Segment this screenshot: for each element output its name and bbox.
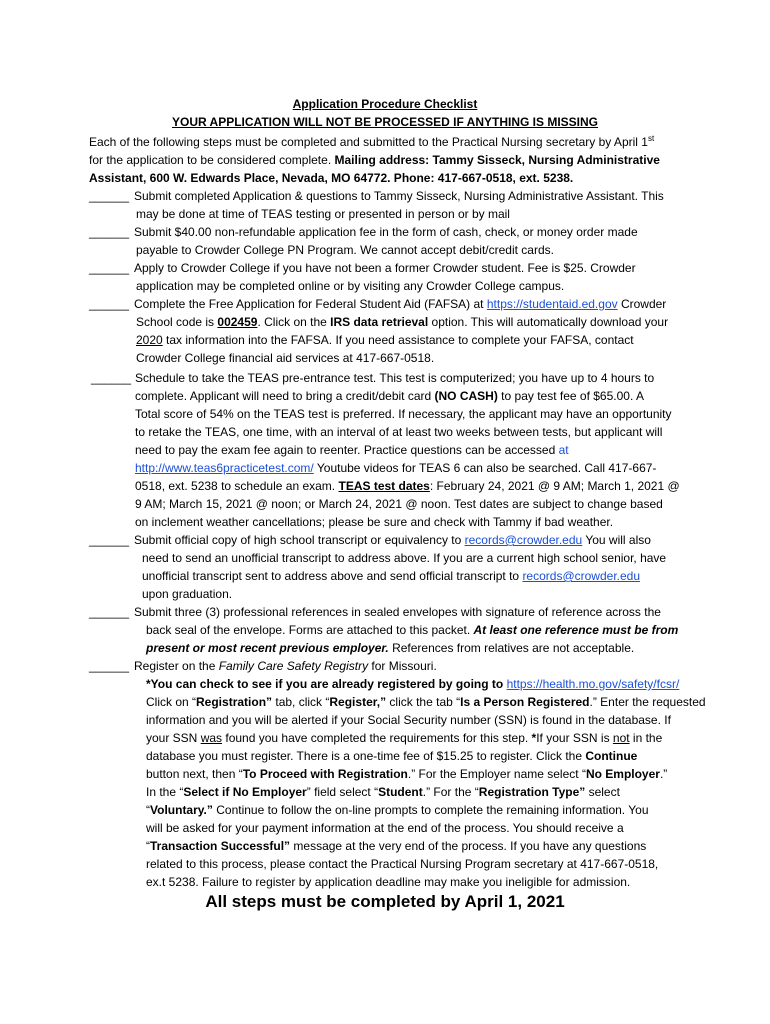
teas-practice-link[interactable]: http://www.teas6practicetest.com/	[135, 461, 314, 475]
school-code: 002459	[217, 315, 258, 329]
checklist-item-fcsr: ______ Register on the Family Care Safety Registry for Missouri. *You can check to see if you are already registered by going to https://health.mo.gov/safety/fcsr/ Click on “Registration” tab, click “Register,” click the tab “Is a Person Registered.” Enter the requested information and you will be alerted if your Social Security number (SSN) is found in the database. If your SSN was found you have completed the requirements for this step. *If your SSN is not in the database you must register. There is a one-time fee of $15.25 to register. Click the Continue button next, then “To Proceed with Registration.” For the Employer name select “No Employer.” In the “Select if No Employer” field select “Student.” For the “Registration Type” select “Voluntary.” Continue to follow the on-line prompts to complete the remaining information. You will be asked for your payment information at the end of the process. You should receive a “Transaction Successful” message at the very end of the process. If you have any questions related to this process, please contact the Practical Nursing Program secretary at 417-667-0518, ex.t 5238. Failure to register by application deadline may make you ineligible for admission.	[89, 659, 706, 889]
checklist-item-fafsa: ______ Complete the Free Application for Federal Student Aid (FAFSA) at https://studentaid.ed.gov Crowder School code is 002459. Click on the IRS data retrieval option. This will automatically download your 2020 tax information into the FAFSA. If you need assistance to complete your FAFSA, contact Crowder College financial aid services at 417-667-0518.	[89, 297, 669, 365]
checklist-blank: ______	[89, 605, 130, 619]
checklist-item-fee: ______ Submit $40.00 non-refundable application fee in the form of cash, check, or money order made payable to Crowder College PN Program. We cannot accept debit/credit cards.	[89, 225, 638, 257]
checklist-blank: ______	[89, 189, 130, 203]
fafsa-link[interactable]: https://studentaid.ed.gov	[486, 297, 618, 311]
records-email-link[interactable]: records@crowder.edu	[464, 533, 583, 547]
closing-deadline: All steps must be completed by April 1, 2021	[205, 892, 565, 911]
records-email-link-2[interactable]: records@crowder.edu	[522, 569, 641, 583]
checklist-item-crowder-apply: ______ Apply to Crowder College if you have not been a former Crowder student. Fee is $25. Crowder application may be completed online or by visiting any Crowder College campus.	[89, 261, 636, 293]
fcsr-link[interactable]: https://health.mo.gov/safety/fcsr/	[506, 677, 680, 691]
checklist-blank: ______	[89, 297, 130, 311]
checklist-blank: ______	[89, 261, 130, 275]
document-title: Application Procedure Checklist	[292, 97, 478, 111]
checklist-item-application: ______ Submit completed Application & questions to Tammy Sisseck, Nursing Administrative Assistant. This may be done at time of TEAS testing or presented in person or by mail	[89, 189, 664, 221]
document-subtitle: YOUR APPLICATION WILL NOT BE PROCESSED IF ANYTHING IS MISSING	[171, 115, 599, 129]
intro-paragraph: Each of the following steps must be completed and submitted to the Practical Nursing secretary by April 1st for the application to be considered complete. Mailing address: Tammy Sisseck, Nursing Administrative Assistant, 600 W. Edwards Place, Nevada, MO 64772. Phone: 417-667-0518, ext. 5238.	[89, 134, 660, 185]
checklist-blank: ______	[91, 371, 132, 385]
checklist-blank: ______	[89, 659, 130, 673]
checklist-item-transcript: ______ Submit official copy of high school transcript or equivalency to records@crowder.edu You will also need to send an unofficial transcript to address above. If you are a current high school senior, have unofficial transcript sent to address above and send official transcript to records@crowder.edu upon graduation.	[89, 533, 667, 601]
checklist-item-teas: ______ Schedule to take the TEAS pre-entrance test. This test is computerized; you have up to 4 hours to complete. Applicant will need to bring a credit/debit card (NO CASH) to pay test fee of $65.00. A Total score of 54% on the TEAS test is preferred. If necessary, the applicant may have an opportunity to retake the TEAS, one time, with an interval of at least two weeks between tests, but applicant will need to pay the exam fee again to reenter. Practice questions can be accessed at http://www.teas6practicetest.com/ Youtube videos for TEAS 6 can also be searched. Call 417-667- 0518, ext. 5238 to schedule an exam. TEAS test dates: February 24, 2021 @ 9 AM; March 1, 2021 @ 9 AM; March 15, 2021 @ noon; or March 24, 2021 @ noon. Test dates are subject to change based on inclement weather cancellations; please be sure and check with Tammy if bad weather.	[91, 371, 680, 529]
checklist-blank: ______	[89, 533, 130, 547]
checklist-blank: ______	[89, 225, 130, 239]
checklist-item-references: ______ Submit three (3) professional references in sealed envelopes with signature of reference across the back seal of the envelope. Forms are attached to this packet. At least one reference must be from present or most recent previous employer. References from relatives are not acceptable.	[89, 605, 679, 655]
